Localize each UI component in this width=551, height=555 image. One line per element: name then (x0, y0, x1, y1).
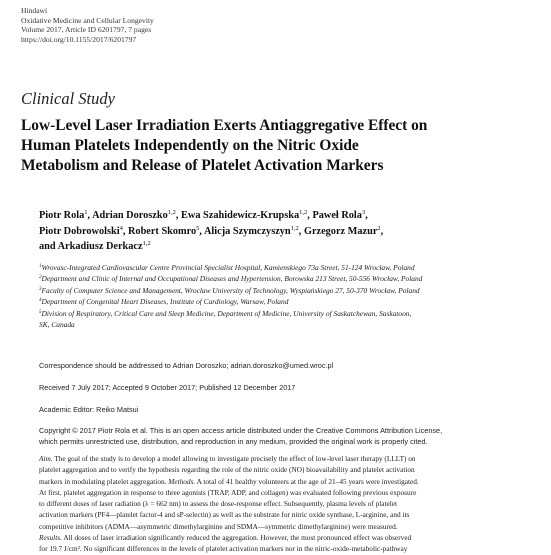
academic-editor: Academic Editor: Reiko Matsui (39, 405, 139, 414)
abstract-line: to different doses of laser radiation (λ = 662 nm) to assess the dose-response effect. Subsequently, plasma levels of platelet (39, 499, 398, 509)
author-list (39, 208, 539, 255)
author-name: Paweł Rola (312, 210, 362, 221)
history-dates: Received 7 July 2017; Accepted 9 October 2017; Published 12 December 2017 (39, 383, 296, 392)
abstract-line: activation markers (PF4—platelet factor-4 and sP-selectin) as well as the substrate for nitric oxide synthase, L-arginine, and its (39, 510, 410, 520)
author-line: Piotr Rola$^1$, Adrian Doroszko$^{1,2}$, Ewa Szahidewicz-Krupska$^{1,2}$, Paweł Rola$^3$, (39, 209, 368, 221)
correspondence: Correspondence should be addressed to Adrian Doroszko; adrian.doroszko@umed.wroc.pl (39, 361, 334, 370)
abstract-line: for 19.7 J/cm². No significant differences in the levels of platelet activation markers nor in the nitric-oxide-metabolic-pathway (39, 544, 408, 554)
author-name: Alicja Szymczyszyn (204, 225, 291, 237)
paper-title (21, 116, 541, 176)
abstract (39, 453, 539, 555)
affiliation: $^1$Wrovasc-Integrated Cardiovascular Centre Provincial Specialist Hospital, Kamienskiego 73a Street, 51-124 Wrocław, Poland (39, 263, 415, 272)
abstract-line: markers in modulating platelet aggregation. Methods. A total of 41 healthy volunteers at the age of 21–45 years were investigated. (39, 476, 419, 486)
author-line: and Arkadiusz Derkacz$^{1,2}$ (39, 240, 151, 253)
affiliation: $^2$Department and Clinic of Internal and Occupational Diseases and Hypertension, Borowska 213 Street, 50-556 Wrocław, Poland (39, 274, 423, 284)
author-name: Adrian Doroszko (92, 210, 168, 221)
affiliation: $^4$Department of Congenital Heart Diseases, Institute of Cardiology, Warsaw, Poland (39, 297, 289, 307)
title-line: Human Platelets Independently on the Nitric Oxide (21, 137, 359, 154)
copyright-notice: Copyright © 2017 Piotr Rola et al. This is an open access article distributed under the Creative Commons Attribution License, which permits unrestricted use, distribution, and reproduction in any medium, provided the original work is properly cited. (39, 426, 443, 446)
abstract-line: Aim. The goal of the study is to develop a model allowing to investigate precisely the effect of low-level laser therapy (LLLT) on (39, 454, 416, 463)
title-line: Low-Level Laser Irradiation Exerts Antiaggregative Effect on (21, 117, 428, 134)
affiliation: $^3$Faculty of Computer Science and Management, Wroclaw University of Technology, Wyspiańskiego 27, 50-370 Wrocław, Poland (39, 285, 420, 295)
abstract-line: Results. All doses of laser irradiation significantly reduced the aggregation. However, the most pronounced effect was observed (39, 533, 412, 543)
affiliation: $^5$Division of Respiratory, Critical Care and Sleep Medicine, Department of Medicine, University of Saskatchewan, Saskatoon, (39, 308, 412, 318)
publisher-name: Hindawi (21, 6, 48, 15)
author-name: Piotr Rola (39, 210, 85, 221)
title-line: Metabolism and Release of Platelet Activation Markers (21, 157, 384, 174)
author-name: Piotr Dobrowolski (39, 225, 120, 237)
journal-name: Oxidative Medicine and Cellular Longevity (21, 15, 154, 25)
correspondence-email[interactable]: adrian.doroszko@umed.wroc.pl (230, 361, 334, 370)
author-name: Robert Skomro (127, 225, 197, 237)
author-name: Arkadiusz Derkacz (57, 241, 143, 253)
abstract-line: At first, platelet aggregation in response to three agonists (TRAP, ADP, and collagen) was evaluated following previous exposure (39, 487, 417, 497)
author-name: Grzegorz Mazur (303, 225, 378, 237)
abstract-line: platelet aggregation and to verify the hypothesis regarding the role of the nitric oxide (NO) bioavailability and platelet activation (39, 465, 415, 475)
affiliation-continued: SK, Canada (39, 320, 75, 330)
abstract-line: competitive inhibitors (ADMA—asymmetric dimethylarginine and SDMA—symmetric dimethylarginine) were measured. (39, 521, 398, 531)
author-name: Ewa Szahidewicz-Krupska (181, 210, 300, 221)
author-line: Piotr Dobrowolski$^4$, Robert Skomro$^5$, Alicja Szymczyszyn$^{1,2}$, Grzegorz Mazur$^2$, (39, 224, 384, 237)
article-type: Clinical Study (21, 89, 115, 108)
affiliations (39, 262, 549, 330)
journal-header (21, 6, 154, 44)
volume-info: Volume 2017, Article ID 6201797, 7 pages (21, 25, 152, 35)
doi-link[interactable]: https://doi.org/10.1155/2017/6201797 (21, 34, 137, 44)
